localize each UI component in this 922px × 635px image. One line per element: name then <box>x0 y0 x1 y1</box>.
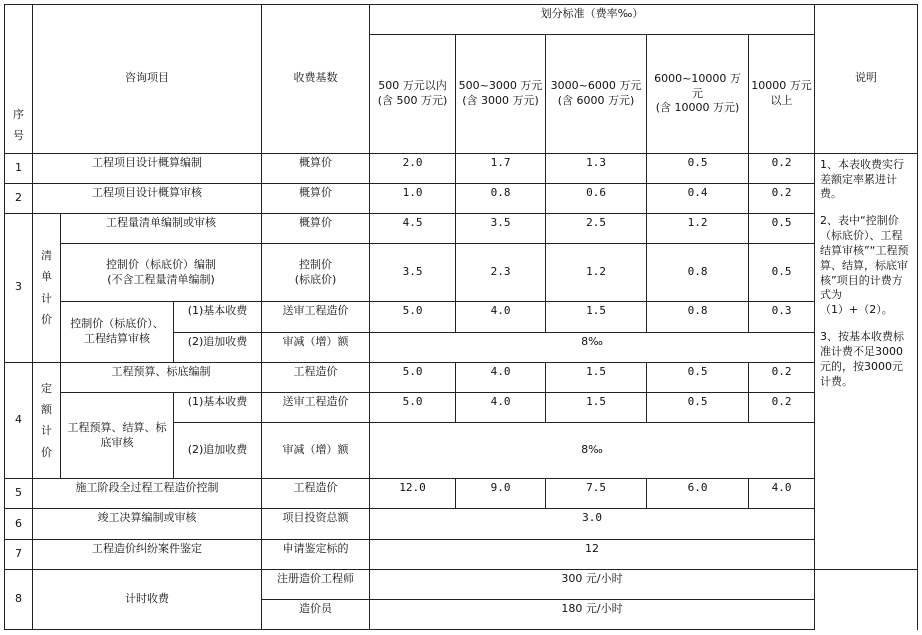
fee-type-basic: (1)基本收费 <box>174 392 262 422</box>
rate-cell: 4.0 <box>456 302 546 332</box>
row-seq: 8 <box>5 569 33 629</box>
row-project: 计时收费 <box>33 569 262 629</box>
row-base: 概算价 <box>262 183 370 213</box>
rate-cell: 1.5 <box>546 302 647 332</box>
rate-cell: 9.0 <box>456 479 546 509</box>
row-seq: 1 <box>5 153 33 183</box>
rate-cell: 1.3 <box>546 153 647 183</box>
header-tier-3: 3000~6000 万元 (含 6000 万元) <box>546 35 647 154</box>
row-project: 控制价（标底价）、 工程结算审核 <box>61 302 174 362</box>
rate-cell: 1.5 <box>546 362 647 392</box>
header-base: 收费基数 <box>262 5 370 154</box>
rate-cell: 0.5 <box>749 244 815 302</box>
note-3: 3、按基本收费标准计费不足3000元的，按3000元计费。 <box>820 330 905 388</box>
rate-cell: 4.5 <box>370 213 456 243</box>
fee-standard-table <box>4 4 918 630</box>
row-project: 工程造价纠纷案件鉴定 <box>33 539 262 569</box>
rate-cell: 0.5 <box>647 153 749 183</box>
row-base: 项目投资总额 <box>262 509 370 539</box>
header-note: 说明 <box>815 5 918 154</box>
rate-cell: 1.7 <box>456 153 546 183</box>
row-seq: 2 <box>5 183 33 213</box>
row-project: 工程预算、结算、标底审核 <box>61 392 174 478</box>
row-seq: 6 <box>5 509 33 539</box>
rate-cell: 0.4 <box>647 183 749 213</box>
rate-cell: 2.5 <box>546 213 647 243</box>
row-project: 工程项目设计概算审核 <box>33 183 262 213</box>
rate-cell: 4.0 <box>749 479 815 509</box>
row-base: 工程造价 <box>262 362 370 392</box>
row-base: 概算价 <box>262 153 370 183</box>
row-project: 工程量清单编制或审核 <box>61 213 262 243</box>
rate-cell: 5.0 <box>370 302 456 332</box>
rate-cell: 0.3 <box>749 302 815 332</box>
row-project: 工程项目设计概算编制 <box>33 153 262 183</box>
rate-cell: 0.2 <box>749 183 815 213</box>
row-base: 审减（增）额 <box>262 422 370 478</box>
row-project: 施工阶段全过程工程造价控制 <box>33 479 262 509</box>
row-base: 审减（增）额 <box>262 332 370 362</box>
row-project: 控制价（标底价）编制 (不含工程量清单编制) <box>61 244 262 302</box>
rate-cell: 1.0 <box>370 183 456 213</box>
rate-merged-cell: 8‰ <box>370 422 815 478</box>
table-row <box>5 479 918 509</box>
table-row <box>5 362 918 392</box>
row-seq: 7 <box>5 539 33 569</box>
row-seq: 3 <box>5 213 33 362</box>
rate-cell: 0.5 <box>749 213 815 243</box>
rate-cell: 0.8 <box>456 183 546 213</box>
rate-merged-cell: 8‰ <box>370 332 815 362</box>
rate-cell: 1.2 <box>647 213 749 243</box>
table-row <box>5 302 918 332</box>
fee-type-basic: (1)基本收费 <box>174 302 262 332</box>
rate-cell: 1.2 <box>546 244 647 302</box>
rate-cell: 0.2 <box>749 392 815 422</box>
rate-cell: 4.0 <box>456 392 546 422</box>
table-row <box>5 392 918 422</box>
rate-cell: 2.3 <box>456 244 546 302</box>
header-standard: 划分标准（费率‰） <box>370 5 815 35</box>
row-base: 注册造价工程师 <box>262 569 370 599</box>
note-2: 2、表中“控制价（标底价）、工程结算审核”“工程预算、结算，标底审核”项目的计费方式为（1）+（2）。 <box>820 214 909 317</box>
rate-cell: 0.8 <box>647 302 749 332</box>
row-base: 控制价 (标底价) <box>262 244 370 302</box>
row-base: 送审工程造价 <box>262 392 370 422</box>
header-tier-1: 500 万元以内 (含 500 万元) <box>370 35 456 154</box>
row-seq: 5 <box>5 479 33 509</box>
row-base: 工程造价 <box>262 479 370 509</box>
row-base: 送审工程造价 <box>262 302 370 332</box>
rate-cell: 5.0 <box>370 362 456 392</box>
rate-cell: 2.0 <box>370 153 456 183</box>
fee-type-extra: (2)追加收费 <box>174 422 262 478</box>
header-tier-2: 500~3000 万元 (含 3000 万元) <box>456 35 546 154</box>
rate-cell: 0.2 <box>749 362 815 392</box>
table-row <box>5 153 918 183</box>
row-base: 申请鉴定标的 <box>262 539 370 569</box>
table-row <box>5 213 918 243</box>
rate-cell: 1.5 <box>546 392 647 422</box>
rate-cell: 5.0 <box>370 392 456 422</box>
rate-merged-cell: 300 元/小时 <box>370 569 815 599</box>
rate-cell: 0.8 <box>647 244 749 302</box>
row-seq: 4 <box>5 362 33 479</box>
rate-cell: 3.5 <box>456 213 546 243</box>
fee-type-extra: (2)追加收费 <box>174 332 262 362</box>
notes-cell <box>815 153 918 569</box>
table-row <box>5 244 918 302</box>
rate-merged-cell: 12 <box>370 539 815 569</box>
row-base: 概算价 <box>262 213 370 243</box>
table-row <box>5 183 918 213</box>
row-group-label: 清单计价 <box>33 213 61 362</box>
rate-cell: 12.0 <box>370 479 456 509</box>
rate-merged-cell: 180 元/小时 <box>370 599 815 629</box>
rate-cell: 7.5 <box>546 479 647 509</box>
row-group-label: 定额计价 <box>33 362 61 479</box>
rate-cell: 0.6 <box>546 183 647 213</box>
table-row <box>5 509 918 539</box>
table-row <box>5 569 918 599</box>
header-tier-4: 6000~10000 万元 (含 10000 万元) <box>647 35 749 154</box>
rate-cell: 4.0 <box>456 362 546 392</box>
header-seq: 序号 <box>5 5 33 154</box>
rate-cell: 0.2 <box>749 153 815 183</box>
row-project: 竣工决算编制或审核 <box>33 509 262 539</box>
rate-cell: 6.0 <box>647 479 749 509</box>
header-project: 咨询项目 <box>33 5 262 154</box>
row-base: 造价员 <box>262 599 370 629</box>
header-tier-5: 10000 万元 以上 <box>749 35 815 154</box>
rate-merged-cell: 3.0 <box>370 509 815 539</box>
rate-cell: 3.5 <box>370 244 456 302</box>
rate-cell: 0.5 <box>647 392 749 422</box>
note-1: 1、本表收费实行差额定率累进计费。 <box>820 157 905 201</box>
row-project: 工程预算、标底编制 <box>61 362 262 392</box>
table-row <box>5 539 918 569</box>
rate-cell: 0.5 <box>647 362 749 392</box>
